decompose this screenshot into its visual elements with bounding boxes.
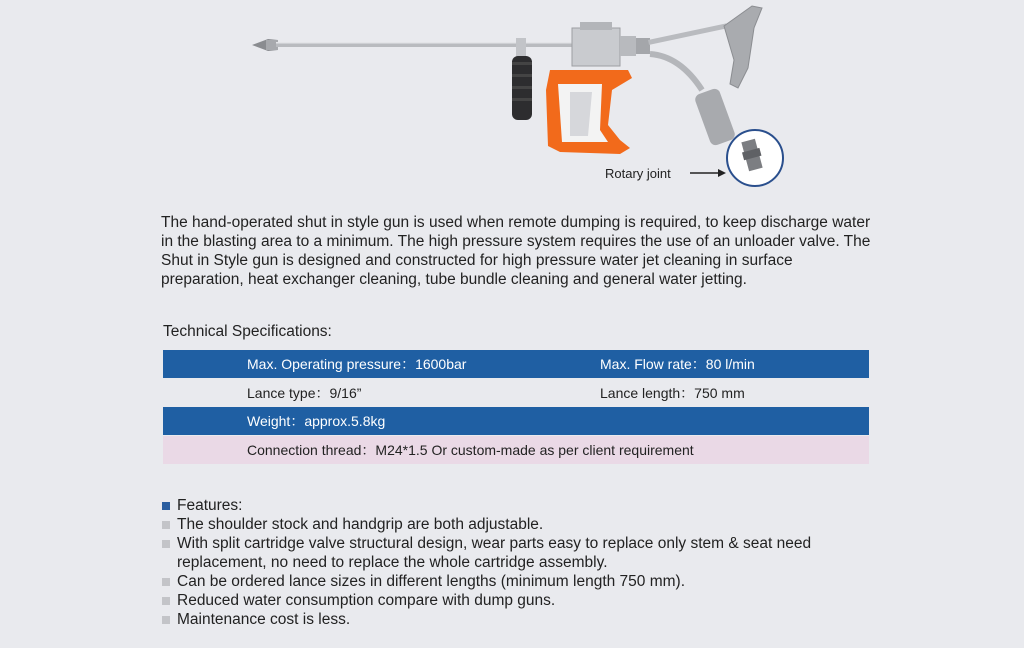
square-bullet-icon bbox=[162, 502, 170, 510]
features-list bbox=[162, 496, 882, 629]
square-bullet-icon bbox=[162, 578, 170, 586]
feature-item: The shoulder stock and handgrip are both adjustable. bbox=[162, 515, 882, 534]
spec-lance-length: Lance length：750 mm bbox=[600, 385, 745, 401]
spec-row-weight bbox=[163, 407, 869, 435]
square-bullet-icon bbox=[162, 597, 170, 605]
shut-in-gun-illustration bbox=[240, 0, 800, 195]
square-bullet-icon bbox=[162, 521, 170, 529]
shoulder-stock bbox=[724, 6, 762, 88]
spec-weight: Weight：approx.5.8kg bbox=[247, 413, 386, 429]
square-bullet-icon bbox=[162, 616, 170, 624]
spec-row-pressure-flow bbox=[163, 350, 869, 378]
features-heading: Features: bbox=[162, 496, 882, 515]
spec-row-connection bbox=[163, 436, 869, 464]
square-bullet-icon bbox=[162, 540, 170, 548]
product-description: The hand-operated shut in style gun is used when remote dumping is required, to keep discharge water in the blasting area to a minimum. The high pressure system requires the use of an unloader valve. The Shut in Style gun is designed and constructed for high pressure water jet cleaning in surface preparation, heat exchanger cleaning, tube bundle cleaning and general water jetting. bbox=[161, 214, 871, 288]
rotary-joint bbox=[694, 87, 737, 147]
spec-connection-thread: Connection thread：M24*1.5 Or custom-made as per client requirement bbox=[247, 442, 694, 458]
specs-title: Technical Specifications: bbox=[163, 323, 332, 340]
valve-body bbox=[572, 28, 620, 66]
spec-flow-rate: Max. Flow rate：80 l/min bbox=[600, 356, 755, 372]
feature-item: With split cartridge valve structural design, wear parts easy to replace only stem & seat need replacement, no need to replace the whole cartridge assembly. bbox=[162, 534, 882, 572]
spec-operating-pressure: Max. Operating pressure：1600bar bbox=[247, 356, 467, 372]
rotary-joint-label: Rotary joint bbox=[605, 166, 671, 181]
feature-item: Can be ordered lance sizes in different lengths (minimum length 750 mm). bbox=[162, 572, 882, 591]
spec-lance-type: Lance type：9/16” bbox=[247, 385, 362, 401]
feature-item: Reduced water consumption compare with dump guns. bbox=[162, 591, 882, 610]
feature-item: Maintenance cost is less. bbox=[162, 610, 882, 629]
spec-row-lance bbox=[163, 379, 869, 407]
